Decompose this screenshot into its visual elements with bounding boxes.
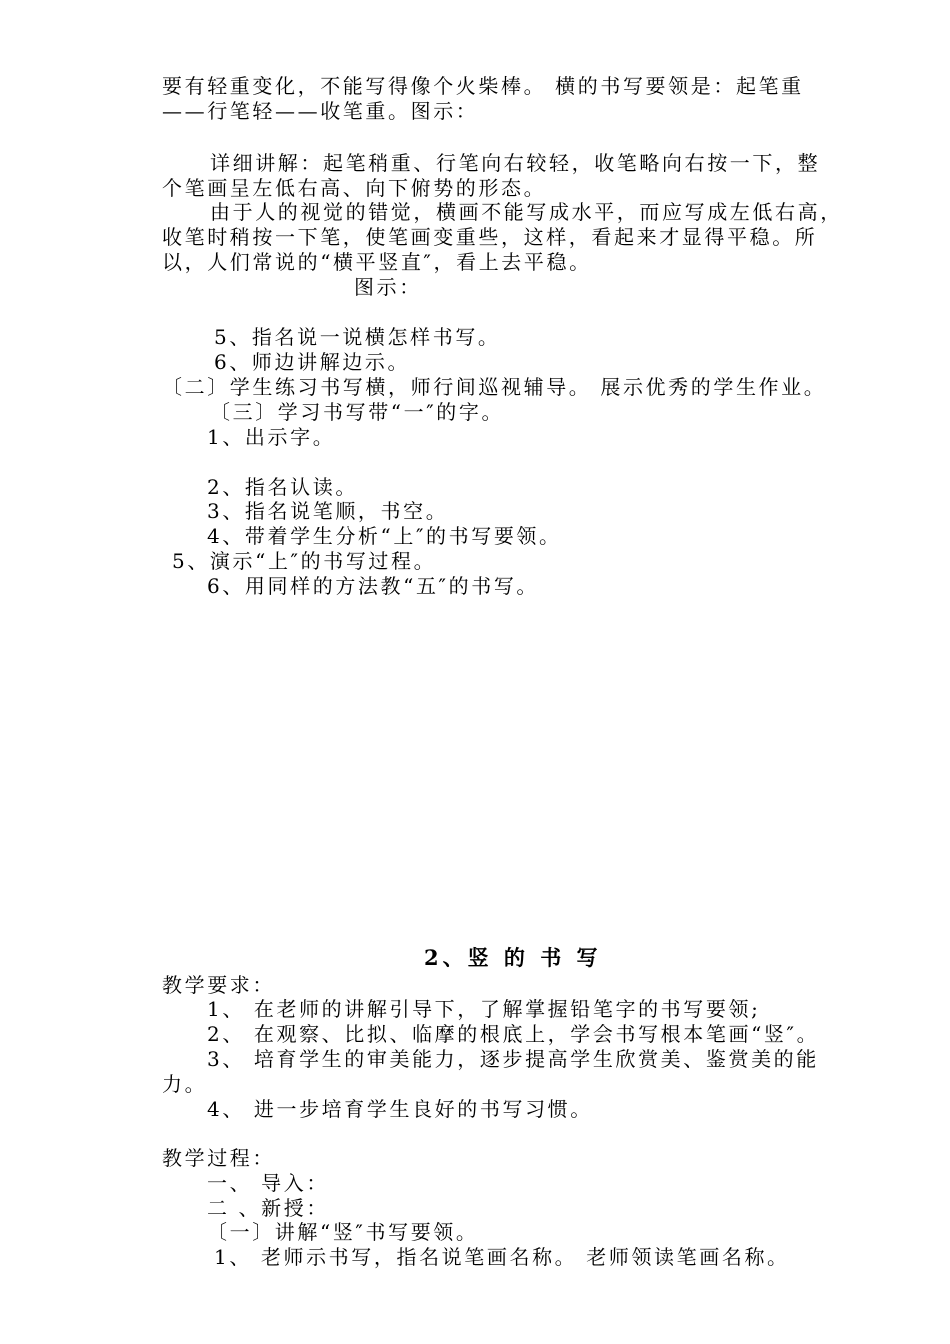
section-heading: 〔三〕学习书写带“一″的字。 xyxy=(210,400,505,424)
section-heading: 教学过程： xyxy=(162,1146,275,1170)
list-item: 4、带着学生分析“上″的书写要领。 xyxy=(207,524,562,548)
list-item: 6、师边讲解边示。 xyxy=(214,350,411,374)
paragraph-line: 详细讲解：起笔稍重、行笔向右较轻，收笔略向右按一下，整 xyxy=(210,151,821,175)
paragraph-line: 要有轻重变化，不能写得像个火柴棒。 横的书写要领是：起笔重 xyxy=(162,74,804,98)
diagram-label: 图示： xyxy=(354,275,422,299)
list-item: 2、指名认读。 xyxy=(207,475,358,499)
section-heading: 〔一〕讲解“竖″书写要领。 xyxy=(207,1220,479,1244)
section-heading: 教学要求： xyxy=(162,973,275,997)
list-item: 6、用同样的方法教“五″的书写。 xyxy=(207,574,540,598)
list-item: 一、 导入： xyxy=(207,1171,329,1195)
paragraph-line: 由于人的视觉的错觉，横画不能写成水平，而应写成左低右高， xyxy=(210,200,843,224)
list-item-continuation: 力。 xyxy=(162,1072,208,1096)
paragraph-line: 收笔时稍按一下笔，使笔画变重些，这样，看起来才显得平稳。所 xyxy=(162,225,818,249)
list-item: 1、 老师示书写，指名说笔画名称。 老师领读笔画名称。 xyxy=(214,1245,790,1269)
list-item: 5、演示“上″的书写过程。 xyxy=(172,549,437,573)
list-item: 3、指名说笔顺，书空。 xyxy=(207,499,449,523)
paragraph-line: 个笔画呈左低右高、向下俯势的形态。 xyxy=(162,176,547,200)
lesson-title: 2、竖 的 书 写 xyxy=(424,945,602,970)
list-item: 二 、新授： xyxy=(207,1196,329,1220)
list-item: 1、 在老师的讲解引导下，了解掌握铅笔字的书写要领; xyxy=(207,997,761,1021)
list-item: 4、 进一步培育学生良好的书写习惯。 xyxy=(207,1097,593,1121)
list-item: 2、 在观察、比拟、临摩的根底上，学会书写根本笔画“竖″。 xyxy=(207,1022,820,1046)
list-item: 3、 培育学生的审美能力，逐步提高学生欣赏美、鉴赏美的能 xyxy=(207,1047,819,1071)
paragraph-line: ——行笔轻——收笔重。图示： xyxy=(162,99,479,123)
section-heading: 〔二〕学生练习书写横，师行间巡视辅导。 展示优秀的学生作业。 xyxy=(162,375,827,399)
list-item: 1、出示字。 xyxy=(207,425,336,449)
paragraph-line: 以，人们常说的“横平竖直″，看上去平稳。 xyxy=(162,250,592,274)
list-item: 5、指名说一说横怎样书写。 xyxy=(214,325,501,349)
